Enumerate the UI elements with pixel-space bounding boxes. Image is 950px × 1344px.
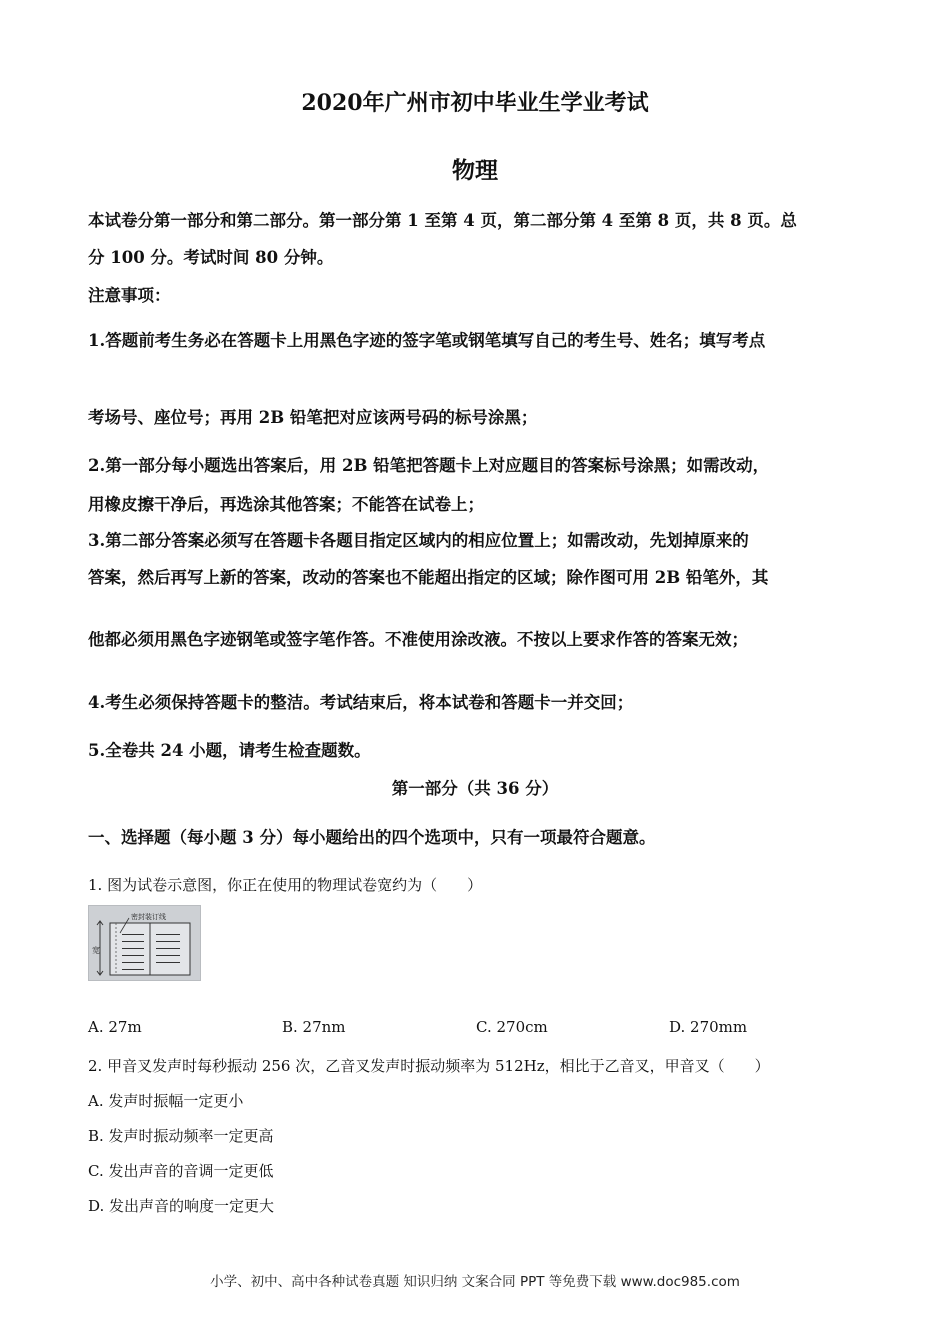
page-footer: 小学、初中、高中各种试卷真题 知识归纳 文案合同 PPT 等免费下载 www.doc985.com — [210, 1274, 740, 1290]
exam-paper-figure — [88, 905, 201, 981]
section-heading: 一、选择题（每小题 3 分）每小题给出的四个选项中，只有一项最符合题意。 — [88, 828, 656, 847]
q2-option-c: C. 发出声音的音调一定更低 — [88, 1162, 274, 1180]
note-5: 5.全卷共 24 小题，请考生检查题数。 — [88, 741, 371, 760]
seal-line-label: 密封装订线 — [131, 913, 166, 921]
intro-line-1: 本试卷分第一部分和第二部分。第一部分第 1 至第 4 页，第二部分第 4 至第 8 页，共 8 页。总 — [88, 211, 797, 230]
q1-option-a: A. 27m — [88, 1018, 142, 1036]
q1-option-b: B. 27nm — [282, 1018, 346, 1036]
part1-heading: 第一部分（共 36 分） — [391, 779, 559, 798]
note-4: 4.考生必须保持答题卡的整洁。考试结束后，将本试卷和答题卡一并交回； — [88, 693, 634, 712]
q2-option-d: D. 发出声音的响度一定更大 — [88, 1197, 275, 1215]
q2-option-a: A. 发声时振幅一定更小 — [88, 1092, 244, 1110]
note-1b: 考场号、座位号；再用 2B 铅笔把对应该两号码的标号涂黑； — [88, 408, 538, 427]
q1-stem: 1. 图为试卷示意图，你正在使用的物理试卷宽约为（ ） — [88, 876, 483, 894]
q2-stem: 2. 甲音叉发声时每秒振动 256 次，乙音叉发声时振动频率为 512Hz，相比于乙音叉，甲音叉（ ） — [88, 1057, 770, 1075]
note-1a: 1.答题前考生务必在答题卡上用黑色字迹的签字笔或钢笔填写自己的考生号、姓名；填写考点 — [88, 331, 766, 350]
note-3c: 他都必须用黑色字迹钢笔或签字笔作答。不准使用涂改液。不按以上要求作答的答案无效； — [88, 630, 748, 649]
q1-option-c: C. 270cm — [476, 1018, 548, 1036]
note-3b: 答案，然后再写上新的答案，改动的答案也不能超出指定的区域；除作图可用 2B 铅笔外，其 — [88, 568, 769, 587]
note-3a: 3.第二部分答案必须写在答题卡各题目指定区域内的相应位置上；如需改动，先划掉原来的 — [88, 531, 749, 550]
subject-title: 物理 — [452, 157, 498, 184]
exam-title: 2020年广州市初中毕业生学业考试 — [301, 90, 649, 116]
width-label: 宽 — [92, 946, 100, 955]
notes-heading: 注意事项： — [88, 286, 171, 305]
exam-paper-diagram — [89, 906, 200, 980]
note-2a: 2.第一部分每小题选出答案后，用 2B 铅笔把答题卡上对应题目的答案标号涂黑；如需改动， — [88, 456, 770, 475]
q2-option-b: B. 发声时振动频率一定更高 — [88, 1127, 274, 1145]
intro-line-2: 分 100 分。考试时间 80 分钟。 — [88, 248, 334, 267]
q1-option-d: D. 270mm — [669, 1018, 748, 1036]
note-2b: 用橡皮擦干净后，再选涂其他答案；不能答在试卷上； — [88, 495, 484, 514]
